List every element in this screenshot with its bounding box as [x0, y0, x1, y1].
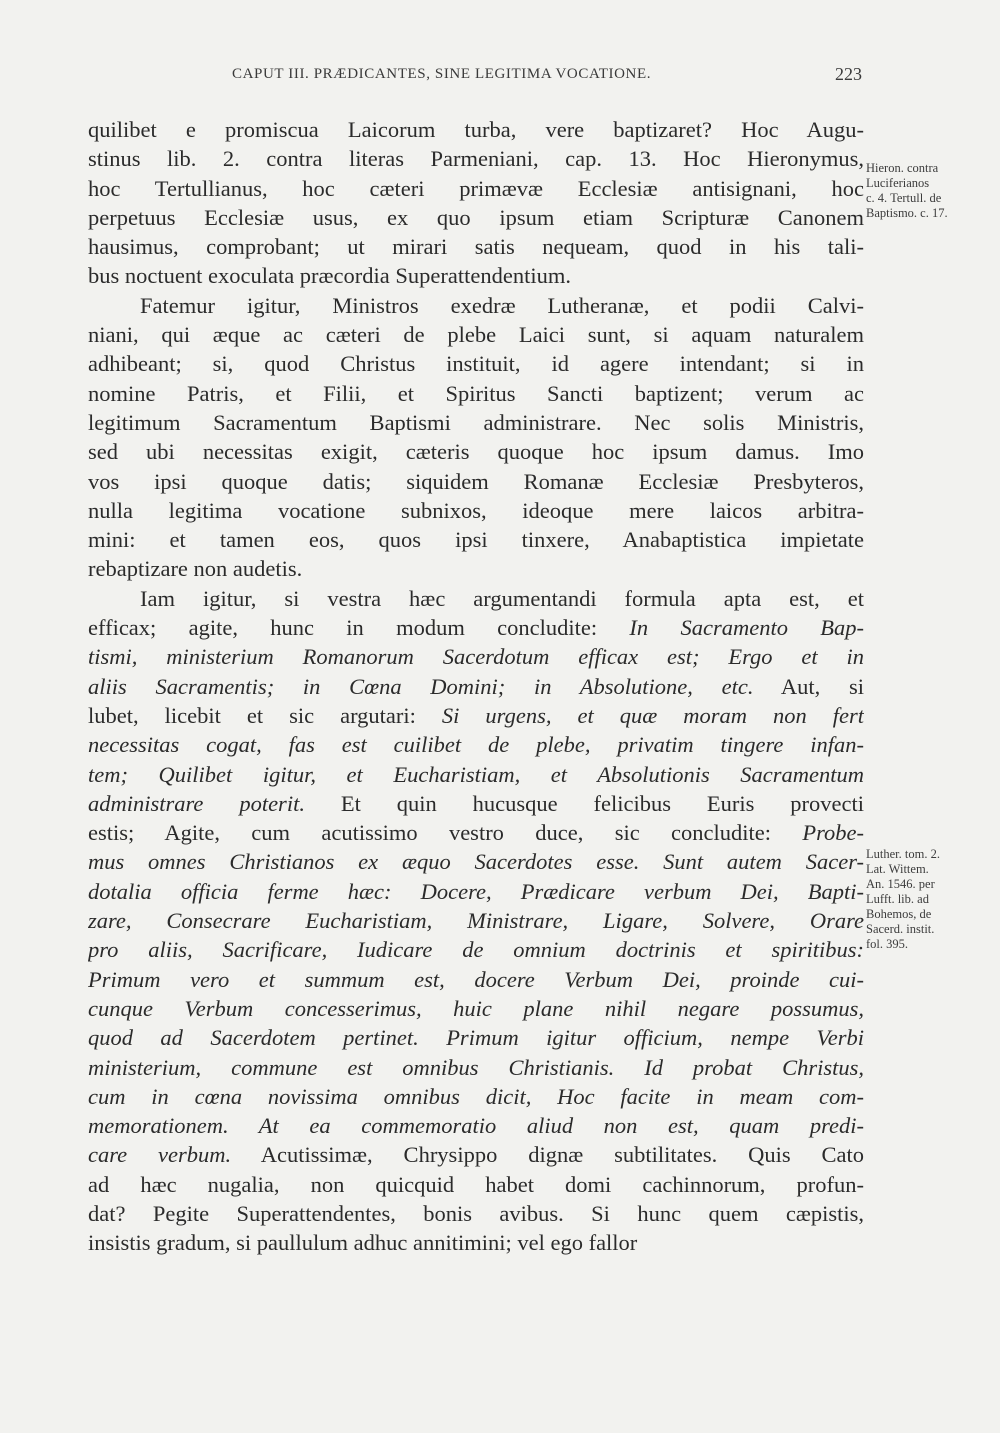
italic-text-segment: ministerium, commune est omnibus Christianis. Id probat Christus, [88, 1054, 864, 1080]
text-line [88, 1140, 864, 1169]
italic-text-segment: Primum vero et summum est, docere Verbum Dei, proinde cui- [88, 966, 864, 992]
text-line [88, 584, 864, 613]
italic-text-segment: cunque Verbum concesserimus, huic plane nihil negare possumus, [88, 995, 864, 1021]
margin-note-line: Lufft. lib. ad [866, 892, 929, 906]
text-line [88, 437, 864, 466]
text-line [88, 174, 864, 203]
italic-text-segment: In Sacramento Bap- [629, 615, 864, 641]
italic-text-segment: quod ad Sacerdotem pertinet. Primum igitur officium, nempe Verbi [88, 1025, 864, 1051]
text-line [88, 613, 864, 642]
text-line [88, 672, 864, 701]
text-line [88, 877, 864, 906]
margin-note-line: Luther. tom. 2. [866, 847, 940, 861]
text-segment: bus noctuent exoculata præcordia Superattendentium. [88, 263, 571, 289]
text-line [88, 261, 864, 290]
text-line [88, 379, 864, 408]
text-segment: estis; Agite, cum acutissimo vestro duce, sic concludite: [88, 820, 803, 846]
text-line [88, 554, 864, 583]
text-segment: insistis gradum, si paullulum adhuc annitimini; vel ego fallor [88, 1230, 638, 1256]
margin-note-hieron [866, 161, 990, 221]
text-line [88, 320, 864, 349]
italic-text-segment: mus omnes Christianos ex æquo Sacerdotes esse. Sunt autem Sacer- [88, 849, 864, 875]
text-line [88, 994, 864, 1023]
text-line [88, 935, 864, 964]
italic-text-segment: Probe- [802, 820, 864, 846]
text-line [88, 847, 864, 876]
margin-note-line: fol. 395. [866, 937, 909, 951]
text-line [88, 203, 864, 232]
margin-note-line: Bohemos, de [866, 907, 932, 921]
text-line [88, 467, 864, 496]
text-segment: sed ubi necessitas exigit, cæteris quoque hoc ipsum damus. Imo [88, 439, 864, 465]
page-header [232, 66, 862, 90]
text-line [88, 525, 864, 554]
text-segment: Fatemur igitur, Ministros exedræ Lutheranæ, et podii Calvi- [140, 292, 864, 318]
italic-text-segment: cum in cœna novissima omnibus dicit, Hoc facite in meam com- [88, 1083, 864, 1109]
text-segment: rebaptizare non audetis. [88, 556, 303, 582]
margin-note-line: Hieron. contra [866, 161, 939, 175]
text-segment: perpetuus Ecclesiæ usus, ex quo ipsum etiam Scripturæ Canonem [88, 204, 864, 230]
text-line [88, 349, 864, 378]
text-line [88, 730, 864, 759]
italic-text-segment: administrare poterit. [88, 790, 305, 816]
text-line [88, 1111, 864, 1140]
text-segment: hoc Tertullianus, hoc cæteri primævæ Ecclesiæ antisignani, hoc [88, 175, 864, 201]
text-segment: stinus lib. 2. contra literas Parmeniani, cap. 13. Hoc Hieronymus, [88, 146, 864, 172]
italic-text-segment: Si urgens, et quæ moram non fert [441, 702, 864, 728]
margin-note-line: Baptismo. c. 17. [866, 206, 948, 220]
text-line [88, 408, 864, 437]
text-line [88, 291, 864, 320]
italic-text-segment: aliis Sacramentis; in Cœna Domini; in Absolutione, etc. [88, 673, 754, 699]
margin-note-line: c. 4. Tertull. de [866, 191, 942, 205]
text-segment: Acutissimæ, Chrysippo dignæ subtilitates. Quis Cato [231, 1142, 864, 1168]
text-line [88, 1023, 864, 1052]
text-segment: nomine Patris, et Filii, et Spiritus Sancti baptizent; verum ac [88, 380, 864, 406]
text-segment: efficax; agite, hunc in modum concludite: [88, 615, 630, 641]
text-line [88, 1082, 864, 1111]
italic-text-segment: zare, Consecrare Eucharistiam, Ministrare, Ligare, Solvere, Orare [88, 908, 864, 934]
text-line [88, 1170, 864, 1199]
text-segment: mini: et tamen eos, quos ipsi tinxere, Anabaptistica impietate [88, 527, 864, 553]
text-segment: Et quin hucusque felicibus Euris provecti [304, 790, 864, 816]
text-line [88, 115, 864, 144]
text-line [88, 1199, 864, 1228]
text-line [88, 496, 864, 525]
italic-text-segment: necessitas cogat, fas est cuilibet de plebe, privatim tingere infan- [88, 732, 864, 758]
text-line [88, 701, 864, 730]
body-text [88, 115, 864, 1258]
text-segment: nulla legitima vocatione subnixos, ideoque mere laicos arbitra- [88, 497, 864, 523]
text-line [88, 906, 864, 935]
italic-text-segment: pro aliis, Sacrificare, Iudicare de omnium doctrinis et spiritibus: [88, 937, 864, 963]
text-line [88, 1228, 864, 1257]
text-line [88, 818, 864, 847]
text-segment: vos ipsi quoque datis; siquidem Romanæ Ecclesiæ Presbyteros, [88, 468, 864, 494]
italic-text-segment: tem; Quilibet igitur, et Eucharistiam, et Absolutionis Sacramentum [88, 761, 864, 787]
margin-note-line: Sacerd. instit. [866, 922, 935, 936]
text-segment: niani, qui æque ac cæteri de plebe Laici sunt, si aquam naturalem [88, 322, 864, 348]
margin-note-line: Lat. Wittem. [866, 862, 929, 876]
text-line [88, 789, 864, 818]
text-segment: hausimus, comprobant; ut mirari satis nequeam, quod in his tali- [88, 234, 864, 260]
text-segment: Aut, si [753, 673, 864, 699]
text-segment: ad hæc nugalia, non quicquid habet domi cachinnorum, profun- [88, 1171, 864, 1197]
text-segment: Iam igitur, si vestra hæc argumentandi formula apta est, et [140, 585, 864, 611]
text-segment: dat? Pegite Superattendentes, bonis avibus. Si hunc quem cæpistis, [88, 1200, 864, 1226]
margin-note-line: An. 1546. per [866, 877, 935, 891]
margin-note-line: Luciferianos [866, 176, 930, 190]
margin-note-luther [866, 847, 990, 952]
italic-text-segment: tismi, ministerium Romanorum Sacerdotum efficax est; Ergo et in [88, 644, 864, 670]
text-line [88, 965, 864, 994]
italic-text-segment: memorationem. At ea commemoratio aliud non est, quam predi- [88, 1113, 864, 1139]
running-head: CAPUT III. PRÆDICANTES, SINE LEGITIMA VOCATIONE. [232, 66, 652, 82]
page-number: 223 [835, 64, 862, 84]
text-segment: adhibeant; si, quod Christus instituit, id agere intendant; si in [88, 351, 864, 377]
text-line [88, 1053, 864, 1082]
text-line [88, 232, 864, 261]
italic-text-segment: care verbum. [88, 1142, 232, 1168]
text-line [88, 642, 864, 671]
text-segment: legitimum Sacramentum Baptismi administrare. Nec solis Ministris, [88, 409, 864, 435]
text-segment: lubet, licebit et sic argutari: [88, 702, 442, 728]
italic-text-segment: dotalia officia ferme hæc: Docere, Prædicare verbum Dei, Bapti- [88, 878, 864, 904]
text-line [88, 760, 864, 789]
text-line [88, 144, 864, 173]
text-segment: quilibet e promiscua Laicorum turba, vere baptizaret? Hoc Augu- [88, 117, 864, 142]
